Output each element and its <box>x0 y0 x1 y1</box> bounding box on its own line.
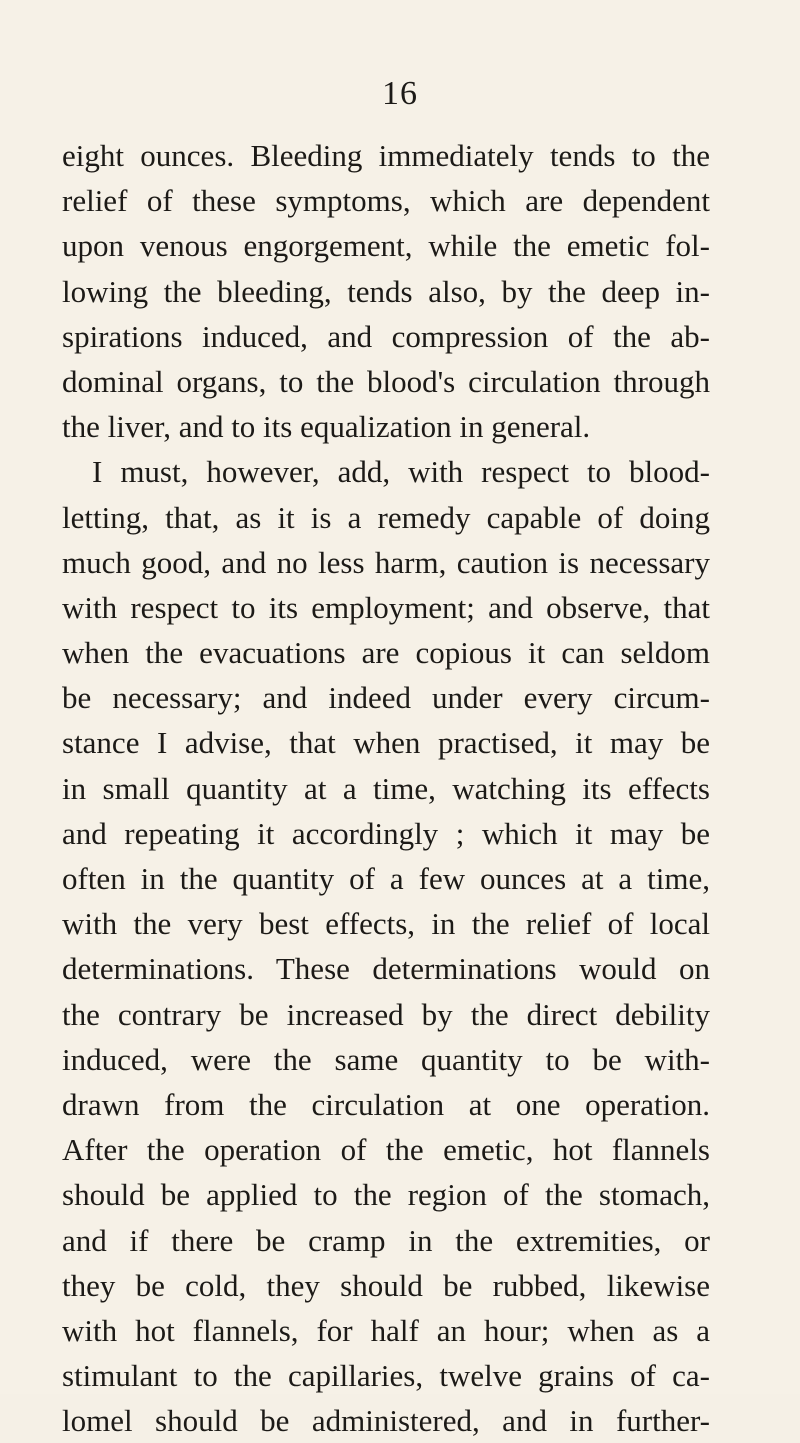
text-line: dominal organs, to the blood's circulation through <box>62 363 710 399</box>
text-line: stimulant to the capillaries, twelve grains of ca- <box>62 1358 710 1394</box>
text-line: upon venous engorgement, while the emetic fol- <box>62 228 710 264</box>
text-line: much good, and no less harm, caution is necessary <box>62 544 710 580</box>
body-text <box>62 133 710 1443</box>
page-number: 16 <box>382 75 418 112</box>
text-line: I must, however, add, with respect to blood- <box>92 454 710 490</box>
text-line: the contrary be increased by the direct debility <box>62 996 710 1032</box>
text-line: spirations induced, and compression of the ab- <box>62 318 710 354</box>
text-line: the liver, and to its equalization in general. <box>62 409 591 445</box>
text-line: and repeating it accordingly ; which it may be <box>62 815 710 851</box>
text-line: lomel should be administered, and in further- <box>62 1403 710 1439</box>
text-line: in small quantity at a time, watching its effects <box>62 770 710 806</box>
text-line: with hot flannels, for half an hour; when as a <box>62 1312 710 1348</box>
text-line: often in the quantity of a few ounces at a time, <box>62 861 710 896</box>
text-line: letting, that, as it is a remedy capable of doing <box>62 499 710 535</box>
text-line: lowing the bleeding, tends also, by the deep in- <box>62 273 710 309</box>
text-line: stance I advise, that when practised, it may be <box>62 725 710 761</box>
text-line: with the very best effects, in the relief of local <box>62 906 710 942</box>
text-line: with respect to its employment; and observe, that <box>62 589 710 625</box>
text-line: induced, were the same quantity to be with- <box>62 1041 710 1077</box>
text-line: relief of these symptoms, which are dependent <box>62 183 710 219</box>
text-line: and if there be cramp in the extremities, or <box>62 1222 710 1258</box>
text-line: when the evacuations are copious it can seldom <box>62 635 710 671</box>
text-line: be necessary; and indeed under every circum- <box>62 680 710 716</box>
text-line: eight ounces. Bleeding immediately tends to the <box>62 138 710 173</box>
text-line: drawn from the circulation at one operation. <box>62 1086 710 1122</box>
text-line: they be cold, they should be rubbed, likewise <box>62 1267 710 1303</box>
text-line: determinations. These determinations would on <box>62 951 710 987</box>
text-line: should be applied to the region of the stomach, <box>62 1177 710 1213</box>
text-line: After the operation of the emetic, hot flannels <box>62 1132 710 1168</box>
